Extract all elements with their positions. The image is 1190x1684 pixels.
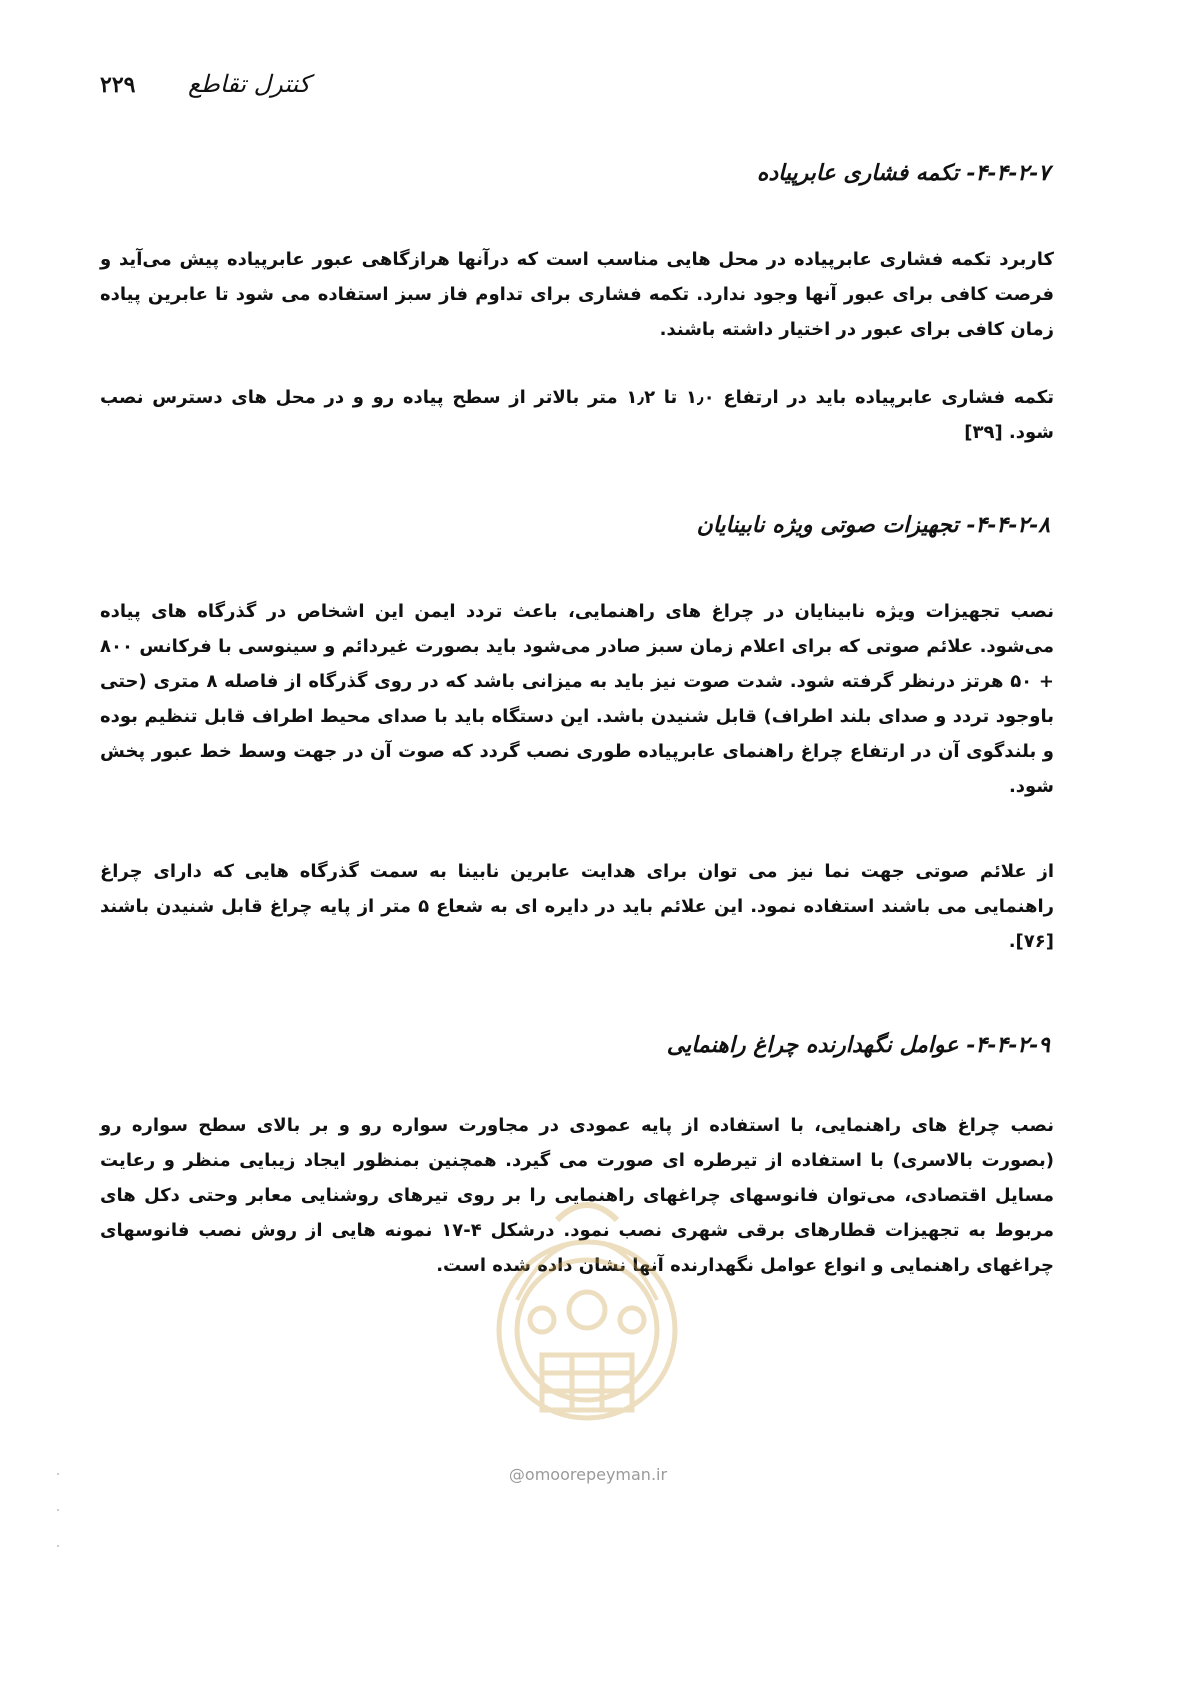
section-heading-signal-supports: ۴-۴-۲-۹- عوامل نگهدارنده چراغ راهنمایی [666,1032,1050,1058]
paragraph: تکمه فشاری عابرپیاده باید در ارتفاع ۱٫۰ تا ۱٫۲ متر بالاتر از سطح پیاده رو و در محل های دسترس نصب شود. [۳۹] [100,387,1054,443]
section-heading-audio-equipment: ۴-۴-۲-۸- تجهیزات صوتی ویژه نابینایان [696,512,1050,538]
scan-speck-marks [55,1470,61,1550]
paragraph: کاربرد تکمه فشاری عابرپیاده در محل هایی مناسب است که درآنها هرازگاهی عبور عابرپیاده پیش می‌آید و فرصت کافی برای عبور آنها وجود ندارد. تکمه فشاری برای تداوم فاز سبز استفاده می شود تا عابرین پیاده زمان کافی برای عبور در اختیار داشته باشند. [100,249,1054,340]
running-title: کنترل تقاطع [188,70,311,98]
running-header [100,68,320,108]
paragraph: نصب چراغ های راهنمایی، با استفاده از پایه عمودی در مجاورت سواره رو و بر بالای سطح سواره رو (بصورت بالاسری) با استفاده از تیرطره ای صورت می گیرد. همچنین بمنظور ایجاد زیبایی منظر و رعایت مسایل اقتصادی، می‌توان فانوسهای چراغهای راهنمایی را بر روی تیرهای روشنایی معابر وحتی دکل های مربوط به تجهیزات قطارهای برقی شهری نصب نمود. درشکل ۴-۱۷ نمونه هایی از روش نصب فانوسهای چراغهای راهنمایی و انواع عوامل نگهدارنده آنها نشان داده شده است. [100,1115,1054,1276]
paragraph: نصب تجهیزات ویژه نابینایان در چراغ های راهنمایی، باعث تردد ایمن این اشخاص در گذرگاه های پیاده می‌شود. علائم صوتی که برای اعلام زمان سبز صادر می‌شود باید بصورت غیردائم و سینوسی با فرکانس ۸۰۰ + ۵۰ هرتز درنظر گرفته شود. شدت صوت نیز باید به میزانی باشد که در روی گذرگاه از فاصله ۸ متری (حتی باوجود تردد و صدای بلند اطراف) قابل شنیدن باشد. این دستگاه باید با صدای محیط اطراف قابل تنظیم بوده و بلندگوی آن در ارتفاع چراغ راهنمای عابرپیاده طوری نصب گردد که صوت آن در جهت وسط خط عبور پخش شود. [100,601,1054,797]
watermark-url: @omoorepeyman.ir [508,1465,668,1484]
paragraph: از علائم صوتی جهت نما نیز می توان برای هدایت عابرین نابینا به سمت گذرگاه هایی که دارای چراغ راهنمایی می باشند استفاده نمود. این علائم باید در دایره ای به شعاع ۵ متر از پایه چراغ قابل شنیدن باشند [۷۶]. [100,861,1054,952]
page-number: ۲۲۹ [100,72,136,98]
section-heading-push-button: ۴-۴-۲-۷- تکمه فشاری عابرپیاده [756,160,1050,186]
